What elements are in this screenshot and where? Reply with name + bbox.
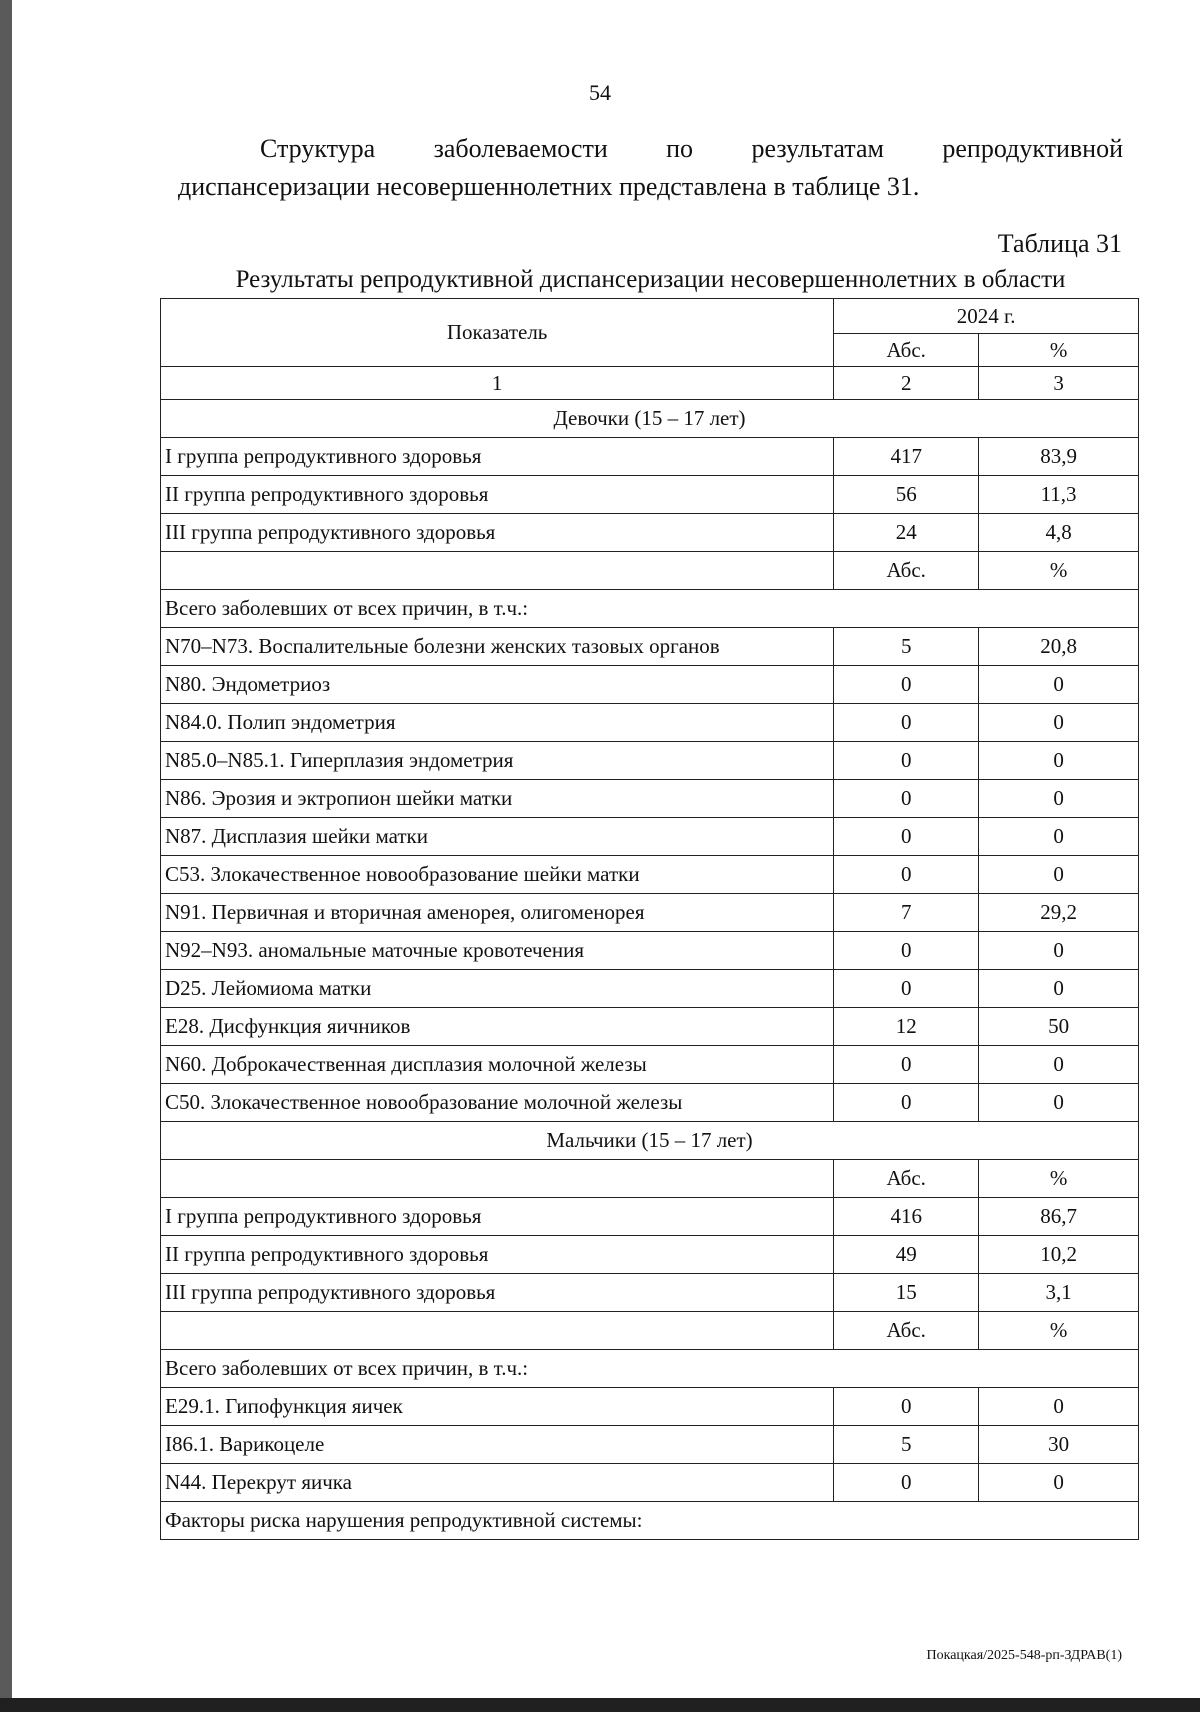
abs-value: 49 xyxy=(834,1236,979,1274)
row-label: N86. Эрозия и эктропион шейки матки xyxy=(161,780,834,818)
row-label: C50. Злокачественное новообразование молочной железы xyxy=(161,1084,834,1122)
table-row xyxy=(161,514,1139,552)
abs-value: 416 xyxy=(834,1198,979,1236)
row-label: C53. Злокачественное новообразование шейки матки xyxy=(161,856,834,894)
abs-value: 0 xyxy=(834,1388,979,1426)
table-row xyxy=(161,742,1139,780)
table-row xyxy=(161,1198,1139,1236)
table-row xyxy=(161,894,1139,932)
table-row xyxy=(161,666,1139,704)
header-indicator: Показатель xyxy=(161,299,834,367)
row-label: E29.1. Гипофункция яичек xyxy=(161,1388,834,1426)
abs-value: 0 xyxy=(834,666,979,704)
row-label: I86.1. Варикоцеле xyxy=(161,1426,834,1464)
pct-value: 0 xyxy=(979,1084,1139,1122)
table-header-row xyxy=(161,299,1139,334)
section-title-girls: Девочки (15 – 17 лет) xyxy=(161,400,1139,438)
header-year: 2024 г. xyxy=(834,299,1139,334)
pct-value: 0 xyxy=(979,1464,1139,1502)
abs-value: 5 xyxy=(834,1426,979,1464)
table-row xyxy=(161,856,1139,894)
intro-line-1: Структура заболеваемости по результатам репродуктивной xyxy=(260,134,1123,163)
column-number: 1 xyxy=(161,367,834,400)
pct-value: 0 xyxy=(979,1388,1139,1426)
pct-value: 4,8 xyxy=(979,514,1139,552)
header-abs: Абс. xyxy=(834,334,979,367)
table-row xyxy=(161,704,1139,742)
row-label: III группа репродуктивного здоровья xyxy=(161,1274,834,1312)
subheader-row xyxy=(161,1312,1139,1350)
abs-value: 12 xyxy=(834,1008,979,1046)
table-row xyxy=(161,818,1139,856)
pct-value: 3,1 xyxy=(979,1274,1139,1312)
row-label: E28. Дисфункция яичников xyxy=(161,1008,834,1046)
table-row xyxy=(161,1236,1139,1274)
abs-heading: Абс. xyxy=(834,1312,979,1350)
table-row xyxy=(161,1046,1139,1084)
abs-value: 24 xyxy=(834,514,979,552)
pct-value: 0 xyxy=(979,742,1139,780)
pct-heading: % xyxy=(979,552,1139,590)
row-label: N44. Перекрут яичка xyxy=(161,1464,834,1502)
pct-value: 20,8 xyxy=(979,628,1139,666)
intro-line-2: диспансеризации несовершеннолетних представлена в таблице 31. xyxy=(178,172,920,201)
table-row xyxy=(161,932,1139,970)
table-row xyxy=(161,970,1139,1008)
pct-value: 0 xyxy=(979,932,1139,970)
total-row xyxy=(161,1502,1139,1540)
pct-value: 10,2 xyxy=(979,1236,1139,1274)
intro-paragraph xyxy=(178,130,1123,206)
abs-value: 417 xyxy=(834,438,979,476)
row-label: D25. Лейомиома матки xyxy=(161,970,834,1008)
abs-value: 0 xyxy=(834,970,979,1008)
row-label: N92–N93. аномальные маточные кровотечения xyxy=(161,932,834,970)
pct-heading: % xyxy=(979,1160,1139,1198)
document-footer: Покацкая/2025-548-рп-ЗДРАВ(1) xyxy=(926,1648,1122,1663)
pct-value: 50 xyxy=(979,1008,1139,1046)
abs-value: 0 xyxy=(834,704,979,742)
pct-value: 0 xyxy=(979,666,1139,704)
empty-cell xyxy=(161,552,834,590)
abs-value: 15 xyxy=(834,1274,979,1312)
abs-value: 7 xyxy=(834,894,979,932)
abs-heading: Абс. xyxy=(834,552,979,590)
table-row xyxy=(161,1426,1139,1464)
table-row xyxy=(161,1008,1139,1046)
pct-heading: % xyxy=(979,1312,1139,1350)
empty-cell xyxy=(161,1160,834,1198)
total-sick-label: Всего заболевших от всех причин, в т.ч.: xyxy=(161,590,1139,628)
row-label: I группа репродуктивного здоровья xyxy=(161,438,834,476)
total-row xyxy=(161,1350,1139,1388)
table-row xyxy=(161,476,1139,514)
table-row xyxy=(161,1274,1139,1312)
section-title-boys: Мальчики (15 – 17 лет) xyxy=(161,1122,1139,1160)
abs-value: 0 xyxy=(834,742,979,780)
empty-cell xyxy=(161,1312,834,1350)
abs-value: 0 xyxy=(834,780,979,818)
table-title: Результаты репродуктивной диспансеризации несовершеннолетних в области xyxy=(235,266,1066,293)
row-label: I группа репродуктивного здоровья xyxy=(161,1198,834,1236)
scan-left-edge xyxy=(0,0,12,1712)
pct-value: 0 xyxy=(979,856,1139,894)
table-row xyxy=(161,1464,1139,1502)
section-row xyxy=(161,1122,1139,1160)
total-row xyxy=(161,590,1139,628)
abs-value: 0 xyxy=(834,818,979,856)
pct-value: 0 xyxy=(979,780,1139,818)
pct-value: 86,7 xyxy=(979,1198,1139,1236)
row-label: N85.0–N85.1. Гиперплазия эндометрия xyxy=(161,742,834,780)
row-label: N87. Дисплазия шейки матки xyxy=(161,818,834,856)
abs-heading: Абс. xyxy=(834,1160,979,1198)
row-label: N60. Доброкачественная дисплазия молочной железы xyxy=(161,1046,834,1084)
risk-factors-label: Факторы риска нарушения репродуктивной системы: xyxy=(161,1502,1139,1540)
row-label: N84.0. Полип эндометрия xyxy=(161,704,834,742)
table-row xyxy=(161,1388,1139,1426)
abs-value: 5 xyxy=(834,628,979,666)
table-row xyxy=(161,780,1139,818)
column-number-row xyxy=(161,367,1139,400)
column-number: 2 xyxy=(834,367,979,400)
pct-value: 11,3 xyxy=(979,476,1139,514)
table-row xyxy=(161,628,1139,666)
total-sick-label: Всего заболевших от всех причин, в т.ч.: xyxy=(161,1350,1139,1388)
pct-value: 83,9 xyxy=(979,438,1139,476)
subheader-row xyxy=(161,552,1139,590)
row-label: II группа репродуктивного здоровья xyxy=(161,1236,834,1274)
table-label: Таблица 31 xyxy=(997,229,1122,258)
row-label: N80. Эндометриоз xyxy=(161,666,834,704)
row-label: II группа репродуктивного здоровья xyxy=(161,476,834,514)
abs-value: 0 xyxy=(834,932,979,970)
section-row xyxy=(161,400,1139,438)
abs-value: 0 xyxy=(834,1046,979,1084)
table-row xyxy=(161,438,1139,476)
header-pct: % xyxy=(979,334,1139,367)
row-label: N91. Первичная и вторичная аменорея, олигоменорея xyxy=(161,894,834,932)
pct-value: 30 xyxy=(979,1426,1139,1464)
abs-value: 0 xyxy=(834,856,979,894)
column-number: 3 xyxy=(979,367,1139,400)
results-table xyxy=(160,298,1139,1540)
abs-value: 0 xyxy=(834,1084,979,1122)
pct-value: 0 xyxy=(979,970,1139,1008)
subheader-row xyxy=(161,1160,1139,1198)
row-label: N70–N73. Воспалительные болезни женских тазовых органов xyxy=(161,628,834,666)
table-row xyxy=(161,1084,1139,1122)
page-number: 54 xyxy=(589,80,611,105)
pct-value: 0 xyxy=(979,704,1139,742)
scan-bottom-edge xyxy=(0,1698,1200,1712)
row-label: III группа репродуктивного здоровья xyxy=(161,514,834,552)
pct-value: 0 xyxy=(979,818,1139,856)
pct-value: 29,2 xyxy=(979,894,1139,932)
abs-value: 56 xyxy=(834,476,979,514)
pct-value: 0 xyxy=(979,1046,1139,1084)
abs-value: 0 xyxy=(834,1464,979,1502)
